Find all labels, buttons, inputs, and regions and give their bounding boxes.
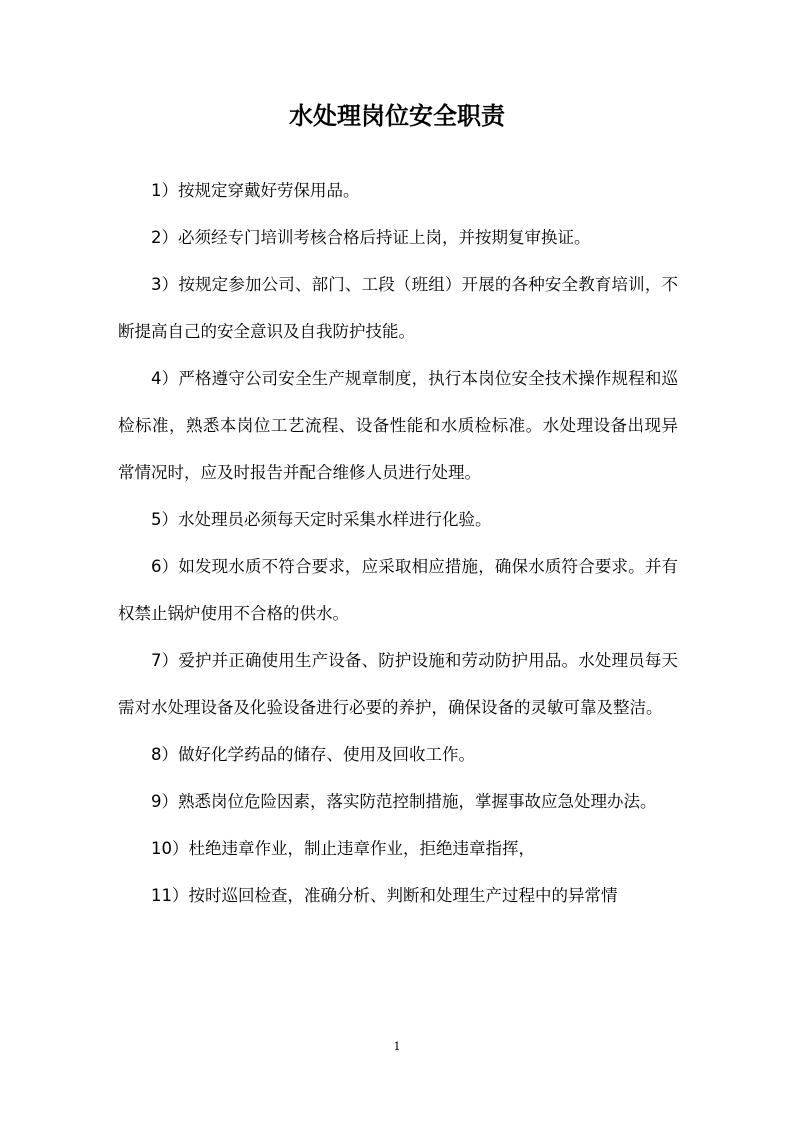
document-title: 水处理岗位安全职责 bbox=[289, 102, 505, 130]
paragraph-7: 7）爱护并正确使用生产设备、防护设施和劳动防护用品。水处理员每天需对水处理设备及化验设备进行必要的养护，确保设备的灵敏可靠及整洁。 bbox=[118, 651, 678, 717]
paragraph-1: 1）按规定穿戴好劳保用品。 bbox=[151, 181, 360, 200]
paragraph-11: 11）按时巡回检查，准确分析、判断和处理生产过程中的异常情 bbox=[151, 886, 618, 905]
paragraph-2: 2）必须经专门培训考核合格后持证上岗，并按期复审换证。 bbox=[151, 228, 591, 247]
paragraph-8: 8）做好化学药品的储存、使用及回收工作。 bbox=[151, 745, 475, 764]
paragraph-3: 3）按规定参加公司、部门、工段（班组）开展的各种安全教育培训，不断提高自己的安全意识及自我防护技能。 bbox=[118, 275, 678, 341]
page-number: 1 bbox=[393, 1040, 401, 1053]
document-body bbox=[118, 167, 678, 919]
paragraph-9: 9）熟悉岗位危险因素，落实防范控制措施，掌握事故应急处理办法。 bbox=[151, 792, 657, 811]
paragraph-5: 5）水处理员必须每天定时采集水样进行化验。 bbox=[151, 510, 492, 529]
paragraph-4: 4）严格遵守公司安全生产规章制度，执行本岗位安全技术操作规程和巡检标准，熟悉本岗位工艺流程、设备性能和水质检标准。水处理设备出现异常情况时，应及时报告并配合维修人员进行处理。 bbox=[118, 369, 678, 482]
paragraph-6: 6）如发现水质不符合要求，应采取相应措施，确保水质符合要求。并有权禁止锅炉使用不合格的供水。 bbox=[118, 557, 678, 623]
paragraph-10: 10）杜绝违章作业，制止违章作业，拒绝违章指挥， bbox=[151, 839, 535, 858]
